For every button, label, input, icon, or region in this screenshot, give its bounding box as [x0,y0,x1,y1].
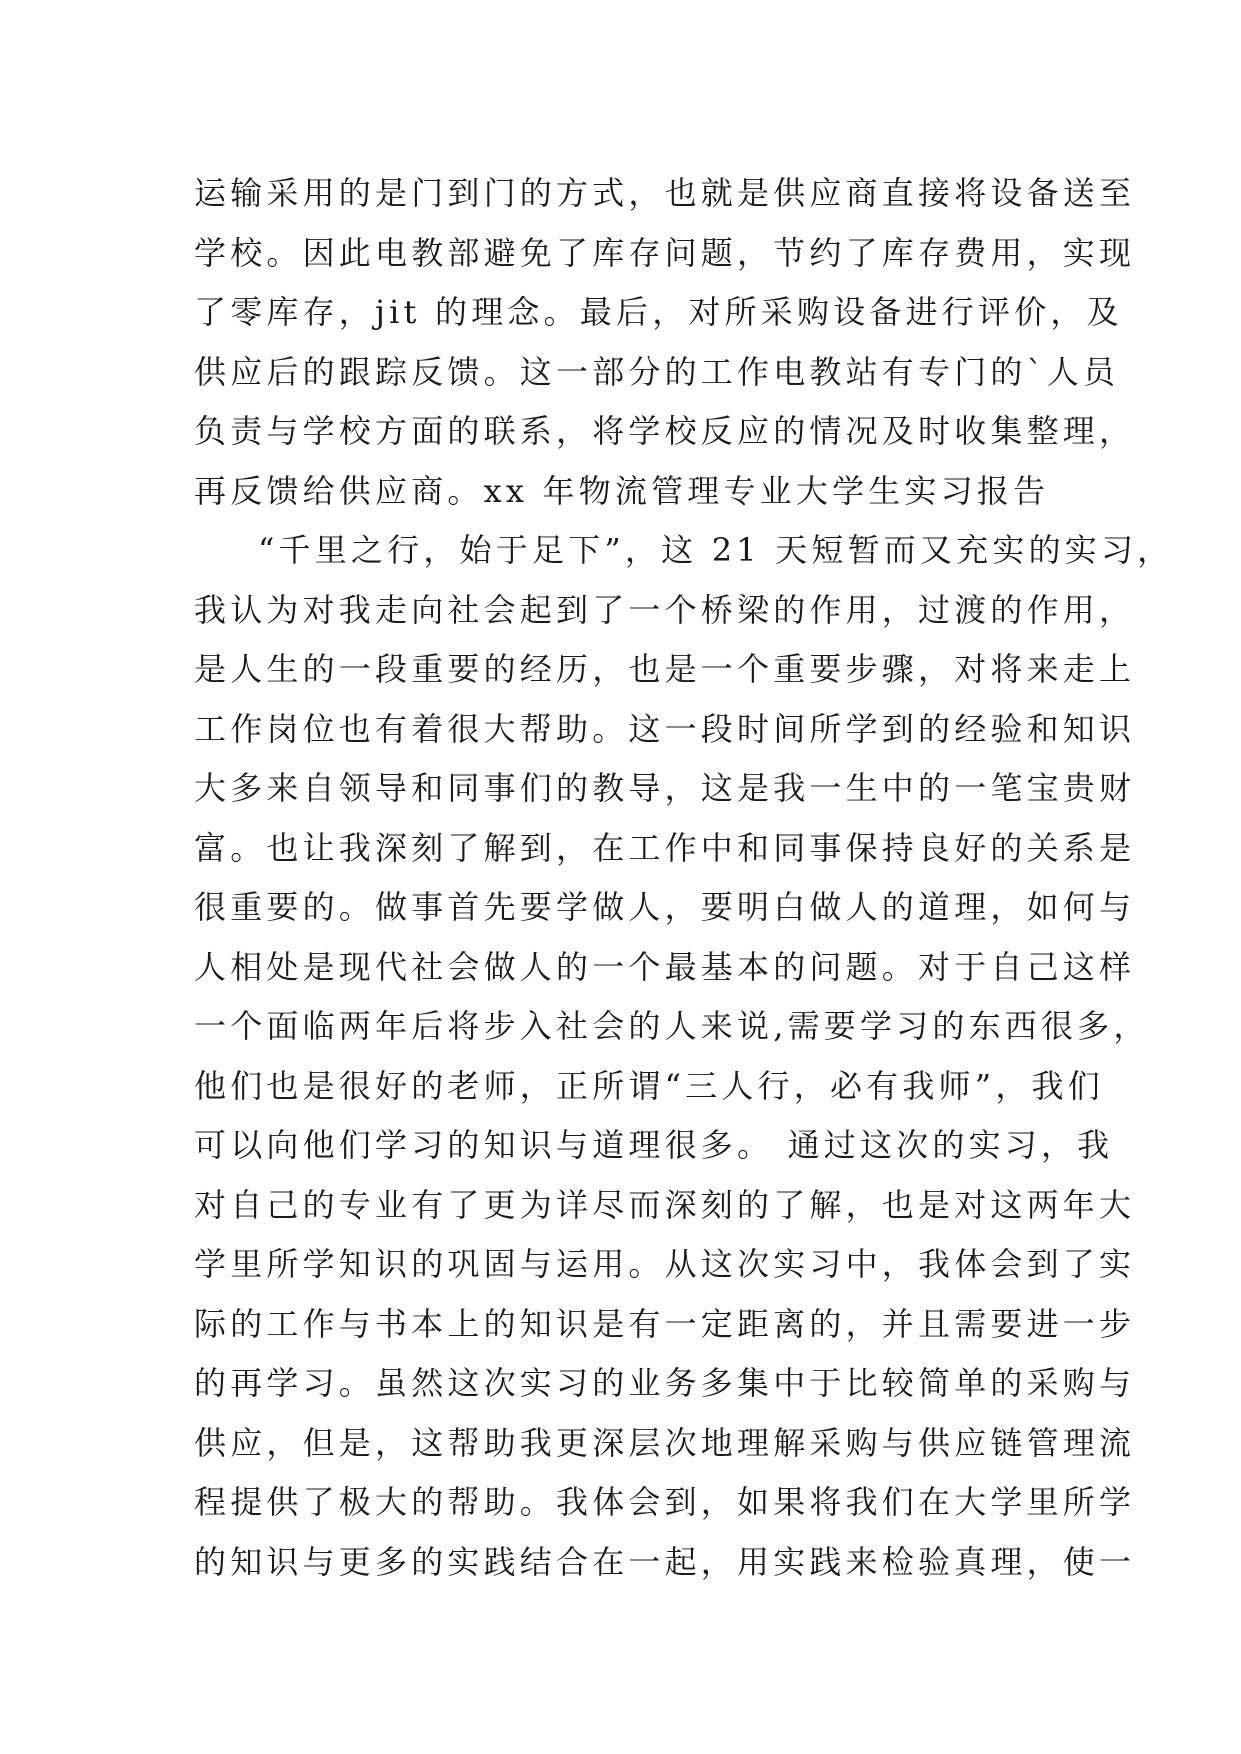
text-line: 一个面临两年后将步入社会的人来说,需要学习的东西很多， [194,1007,1150,1045]
document-body [194,164,1174,1592]
text-line: 供应后的跟踪反馈。这一部分的工作电教站有专门的`人员 [194,352,1120,391]
text-line: 学校。因此电教部避免了库存问题，节约了库存费用，实现 [194,233,1136,272]
paragraph-first-line: “千里之行，始于足下”，这 21 天短暂而又充实的实习， [258,531,1174,569]
text-line: 对自己的专业有了更为详尽而深刻的了解，也是对这两年大 [194,1185,1136,1224]
text-line: 的再学习。虽然这次实习的业务多集中于比较简单的采购与 [194,1364,1136,1402]
text-line: 工作岗位也有着很大帮助。这一段时间所学到的经验和知识 [194,709,1136,748]
text-line: 程提供了极大的帮助。我体会到，如果将我们在大学里所学 [194,1483,1136,1521]
text-line: 很重要的。做事首先要学做人，要明白做人的道理，如何与 [194,888,1136,926]
text-line: 供应，但是，这帮助我更深层次地理解采购与供应链管理流 [194,1423,1136,1462]
text-line: 的知识与更多的实践结合在一起，用实践来检验真理，使一 [194,1542,1136,1581]
text-line: 再反馈给供应商。xx 年物流管理专业大学生实习报告 [194,471,1050,510]
text-line: 是人生的一段重要的经历，也是一个重要步骤，对将来走上 [194,650,1136,688]
text-line: 负责与学校方面的联系，将学校反应的情况及时收集整理， [194,412,1136,450]
text-line: 富。也让我深刻了解到，在工作中和同事保持良好的关系是 [194,828,1136,867]
text-line: 他们也是很好的老师，正所谓“三人行，必有我师”，我们 [194,1066,1104,1105]
text-line: 学里所学知识的巩固与运用。从这次实习中，我体会到了实 [194,1245,1136,1283]
text-line: 人相处是现代社会做人的一个最基本的问题。对于自己这样 [194,947,1136,986]
text-line: 我认为对我走向社会起到了一个桥梁的作用，过渡的作用， [194,590,1136,629]
text-line: 际的工作与书本上的知识是有一定距离的，并且需要进一步 [194,1304,1136,1343]
text-line: 大多来自领导和同事们的教导，这是我一生中的一笔宝贵财 [194,769,1136,807]
text-line: 可以向他们学习的知识与道理很多。 通过这次的实习，我 [194,1126,1114,1164]
text-line: 了零库存，jit 的理念。最后，对所采购设备进行评价，及 [194,293,1123,331]
text-line: 运输采用的是门到门的方式，也就是供应商直接将设备送至 [194,174,1136,212]
